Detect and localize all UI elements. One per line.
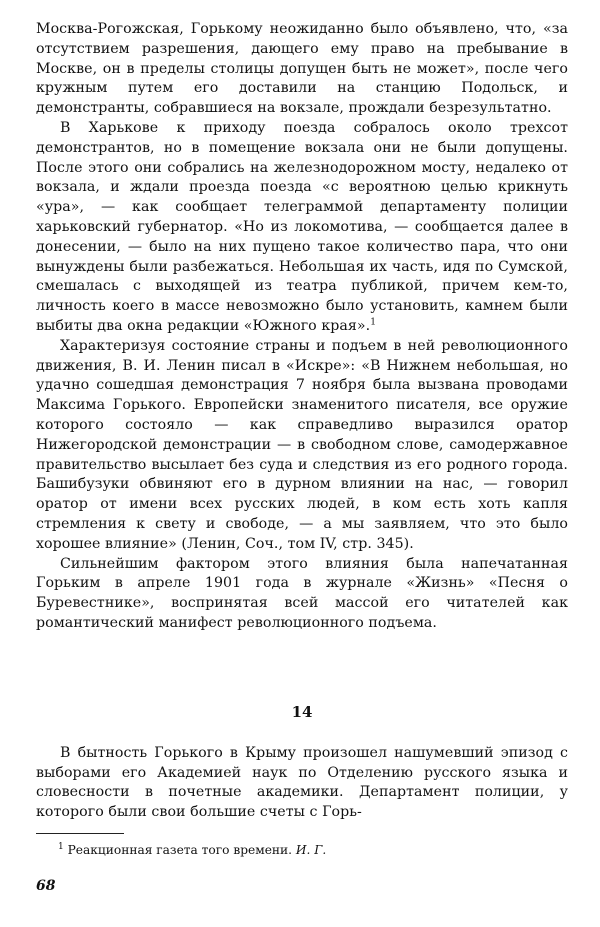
footnote-divider <box>36 833 124 834</box>
chapter-number: 14 <box>291 702 313 721</box>
book-page <box>36 20 568 915</box>
paragraph-3: Характеризуя состояние страны и подъем в ней революционного движения, В. И. Ленин писал в «Искре»: «В Нижнем небольшая, но удачно сошедшая демонстрация 7 ноября была вызвана проводами Максима Горького. Европейски знаменитого писателя, все оружие которого состояло — как справедливо выразился оратор Нижегородской демонстрации — в свободном слове, самодержавное правительство высылает без суда и следствия из его родного города. Башибузуки обвиняют его в дурном влиянии на нас, — говорил оратор от имени всех русских людей, в ком есть хоть капля стремления к свету и свободе, — а мы заявляем, что это было хорошее влияние» (Ленин, Соч., том IV, стр. 345). <box>36 337 568 552</box>
paragraph-2 <box>36 119 568 337</box>
footnote-author: И. Г. <box>295 842 327 857</box>
footnote-text: Реакционная газета того времени. <box>67 842 293 857</box>
paragraph-2-text: В Харькове к приходу поезда собралось около трехсот демонстрантов, но в помещение вокзала они не были допущены. После этого они собрались на железнодорожном мосту, недалеко от вокзала, и ждали проезда поезда «с вероятною целью крикнуть «ура», — как сообщает телеграммой департаменту полиции харьковский губернатор. «Но из локомотива, — сообщается далее в донесении, — было на них пущено такое количество пара, что они вынуждены были разбежаться. Небольшая их часть, идя по Сумской, смешалась с выходящей из театра публикой, причем кем-то, личность коего в массе невозможно было установить, камнем были выбиты два окна редакции «Южного края». <box>36 119 568 334</box>
paragraph-4: Сильнейшим фактором этого влияния была напечатанная Горьким в апреле 1901 года в журнале «Жизнь» «Песня о Буревестнике», воспринятая всей массой его читателей как романтический манифест революционного подъема. <box>36 555 568 631</box>
footnote-number: 1 <box>58 841 64 852</box>
page-number: 68 <box>36 878 56 894</box>
footnote-marker: 1 <box>370 317 376 328</box>
paragraph-1: Москва-Рогожская, Горькому неожиданно было объявлено, что, «за отсутствием разрешения, дающего ему право на пребывание в Москве, он в пределы столицы допущен быть не может», после чего кружным путем его доставили на станцию Подольск, и демонстранты, собравшиеся на вокзале, прождали безрезультатно. <box>36 21 568 117</box>
chapter-paragraph: В бытность Горького в Крыму произошел нашумевший эпизод с выборами его Академией наук по Отделению русского языка и словесности в почетные академики. Департамент полиции, у которого были свои большие счеты с Горь- <box>36 744 568 821</box>
footnote <box>36 842 568 858</box>
